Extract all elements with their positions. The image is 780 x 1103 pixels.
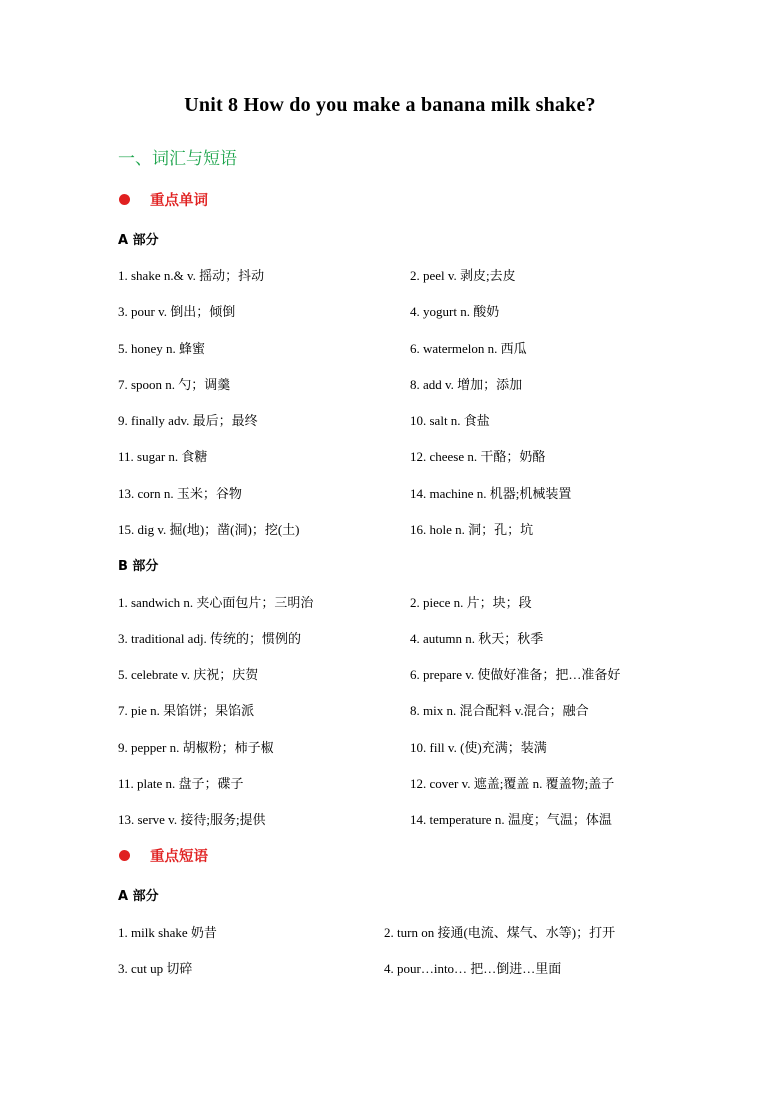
word-item: 13. serve v. 接待;服务;提供: [118, 812, 266, 827]
word-item: 7. spoon n. 勺；调羹: [118, 377, 231, 392]
word-item: 2. piece n. 片；块；段: [410, 595, 532, 610]
key-phrases-heading-label: 重点短语: [150, 848, 208, 865]
word-item: 13. corn n. 玉米；谷物: [118, 486, 242, 501]
key-words-heading-label: 重点单词: [150, 192, 208, 209]
word-item: 5. honey n. 蜂蜜: [118, 341, 206, 356]
word-item: 5. celebrate v. 庆祝；庆贺: [118, 667, 259, 682]
word-item: 3. traditional adj. 传统的；惯例的: [118, 631, 302, 646]
word-item: 14. temperature n. 温度；气温；体温: [410, 812, 612, 827]
part-b-label: B 部分: [118, 559, 159, 574]
word-item: 1. sandwich n. 夹心面包片；三明治: [118, 595, 314, 610]
word-item: 2. peel v. 剥皮;去皮: [410, 268, 516, 283]
word-item: 9. pepper n. 胡椒粉；柿子椒: [118, 740, 274, 755]
phrase-item: 2. turn on 接通(电流、煤气、水等)；打开: [384, 925, 616, 940]
word-item: 10. fill v. (使)充满；装满: [410, 740, 547, 755]
word-item: 15. dig v. 掘(地)；凿(洞)；挖(土): [118, 522, 300, 537]
word-item: 11. plate n. 盘子；碟子: [118, 776, 244, 791]
phrase-item: 4. pour…into… 把…倒进…里面: [384, 961, 562, 976]
page-title: Unit 8 How do you make a banana milk shake?: [184, 94, 596, 116]
phrase-item: 1. milk shake 奶昔: [118, 925, 217, 940]
word-item: 16. hole n. 洞；孔；坑: [410, 522, 534, 537]
word-item: 8. add v. 增加；添加: [410, 377, 523, 392]
word-item: 14. machine n. 机器;机械装置: [410, 486, 572, 501]
bullet-dot-icon: [119, 850, 130, 861]
word-item: 4. yogurt n. 酸奶: [410, 304, 500, 319]
bullet-dot-icon: [119, 194, 130, 205]
word-item: 12. cheese n. 干酪；奶酪: [410, 449, 546, 464]
word-item: 1. shake n.& v. 摇动；抖动: [118, 268, 265, 283]
word-item: 10. salt n. 食盐: [410, 413, 490, 428]
word-item: 11. sugar n. 食糖: [118, 449, 208, 464]
word-item: 6. prepare v. 使做好准备；把…准备好: [410, 667, 621, 682]
part-a-label: A 部分: [118, 233, 159, 248]
phrases-part-a-label: A 部分: [118, 889, 159, 904]
key-words-heading: [118, 189, 208, 209]
section-heading: 一、词汇与短语: [118, 149, 237, 169]
word-item: 9. finally adv. 最后；最终: [118, 413, 258, 428]
word-item: 4. autumn n. 秋天；秋季: [410, 631, 544, 646]
key-phrases-heading: [118, 845, 208, 865]
word-item: 7. pie n. 果馅饼；果馅派: [118, 703, 255, 718]
word-item: 8. mix n. 混合配料 v.混合；融合: [410, 703, 589, 718]
phrase-item: 3. cut up 切碎: [118, 961, 193, 976]
word-item: 12. cover v. 遮盖;覆盖 n. 覆盖物;盖子: [410, 776, 615, 791]
word-item: 3. pour v. 倒出；倾倒: [118, 304, 236, 319]
word-item: 6. watermelon n. 西瓜: [410, 341, 527, 356]
